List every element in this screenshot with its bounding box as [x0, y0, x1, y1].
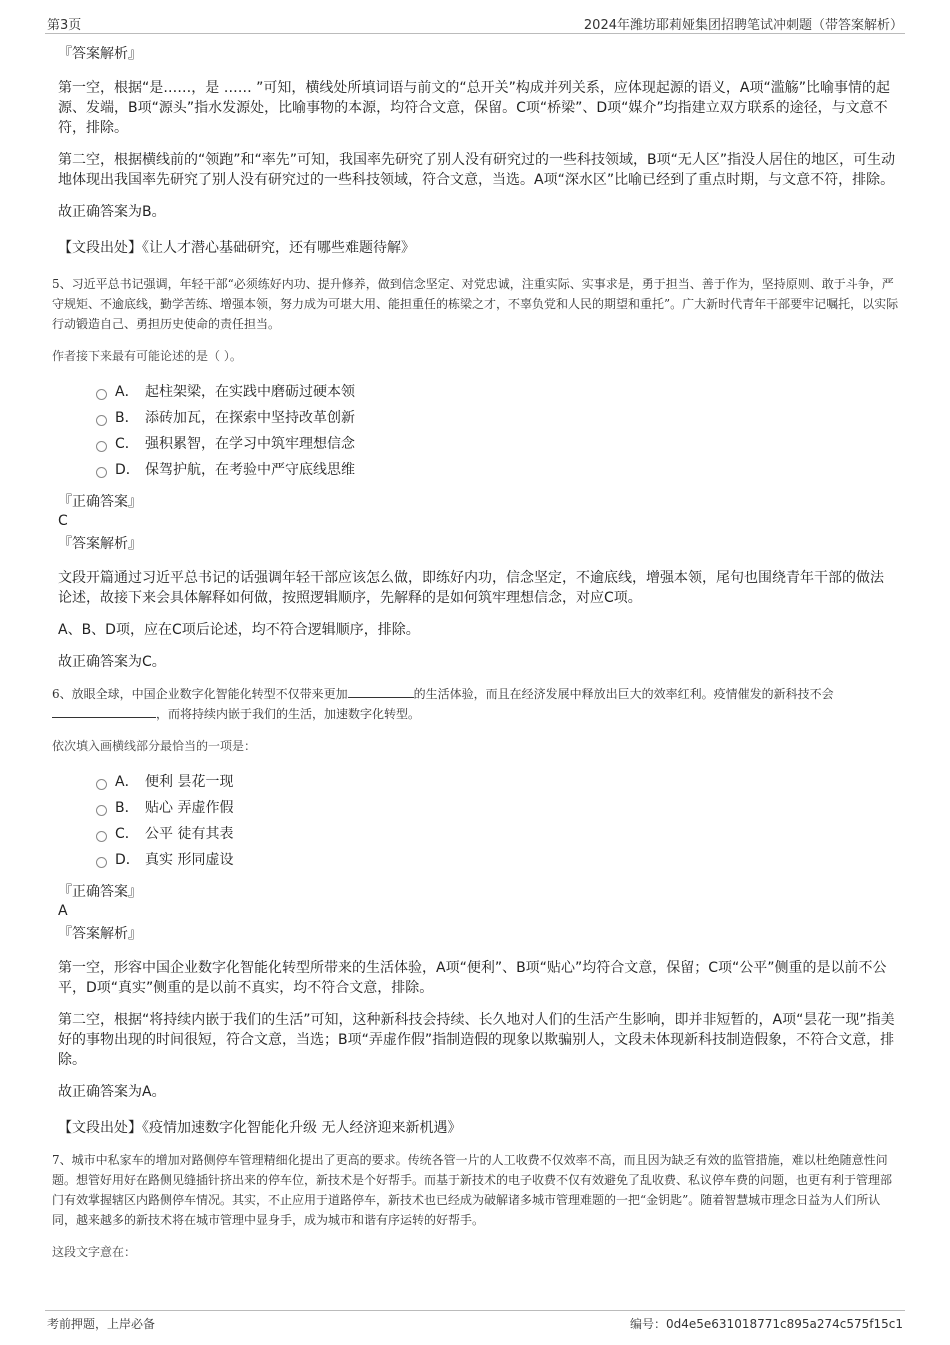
radio-button[interactable] [96, 857, 107, 868]
q6-answer: A [58, 903, 68, 919]
q6-source: 【文段出处】《疫情加速数字化智能化升级 无人经济迎来新机遇》 [58, 1120, 462, 1136]
footer-slogan: 考前押题，上岸必备 [47, 1317, 156, 1331]
correct-answer-label: 『正确答案』 [58, 494, 142, 510]
q5-option-a[interactable]: A． 起柱架梁，在实践中磨砺过硬本领 [96, 378, 902, 404]
radio-button[interactable] [96, 831, 107, 842]
page-footer [45, 1310, 905, 1336]
q5-option-d[interactable]: D． 保驾护航，在考验中严守底线思维 [96, 456, 902, 482]
q4-source: 【文段出处】《让人才潜心基础研究，还有哪些难题待解》 [58, 240, 415, 256]
blank-line [348, 684, 414, 698]
radio-button[interactable] [96, 779, 107, 790]
page-number: 第3页 [47, 18, 82, 33]
q6-options [96, 768, 902, 872]
radio-button[interactable] [96, 467, 107, 478]
q4-analysis-p1: 第一空，根据“是……，是 …… ”可知，横线处所填词语与前文的“总开关”构成并列关系，应体现起源的语义，A项“滥觞”比喻事情的起源、发端，B项“源头”指水发源处，比喻事物的本源，均符合文意，保留。C项“桥梁”、D项“媒介”均指建立双方联系的途径，与文意不符，排除。 [58, 80, 890, 136]
q6-analysis-p1: 第一空，形容中国企业数字化智能化转型所带来的生活体验，A项“便利”、B项“贴心”均符合文意，保留；C项“公平”侧重的是以前不公平，D项“真实”侧重的是以前不真实，均不符合文意，排除。 [58, 960, 887, 996]
document-title: 2024年潍坊耶莉娅集团招聘笔试冲刺题（带答案解析） [583, 18, 903, 33]
q5-analysis-p1: 文段开篇通过习近平总书记的话强调年轻干部应该怎么做，即练好内功，信念坚定，不逾底线，增强本领，尾句也围绕青年干部的做法论述，故接下来会具体解释如何做，按照逻辑顺序，先解释的是如何筑牢理想信念，对应C项。 [58, 570, 884, 606]
analysis-label: 『答案解析』 [58, 926, 142, 942]
radio-button[interactable] [96, 441, 107, 452]
q6-option-a[interactable]: A． 便利 昙花一现 [96, 768, 902, 794]
q5-answer: C [58, 513, 68, 529]
q6-option-c[interactable]: C． 公平 徒有其表 [96, 820, 902, 846]
radio-button[interactable] [96, 389, 107, 400]
q5-option-b[interactable]: B． 添砖加瓦，在探索中坚持改革创新 [96, 404, 902, 430]
q6-text: 6、放眼全球，中国企业数字化智能化转型不仅带来更加 的生活体验，而且在经济发展中释放出巨大的效率红利。疫情催发的新科技不会，而将持续内嵌于我们的生活，加速数字化转型。 [52, 684, 902, 724]
radio-button[interactable] [96, 805, 107, 816]
document-body [52, 44, 902, 1262]
q4-analysis-p2: 第二空，根据横线前的“领跑”和“率先”可知，我国率先研究了别人没有研究过的一些科技领域，B项“无人区”指没人居住的地区，可生动地体现出我国率先研究了别人没有研究过的一些科技领域，符合文意，当选。A项“深水区”比喻已经到了重点时期，与文意不符，排除。 [58, 152, 896, 188]
analysis-label: 『答案解析』 [58, 536, 142, 552]
q4-conclusion: 故正确答案为B。 [58, 204, 166, 220]
q7-text: 7、城市中私家车的增加对路侧停车管理精细化提出了更高的要求。传统各管一片的人工收费不仅效率不高，而且因为缺乏有效的监管措施，难以杜绝随意性问题。想管好用好在路侧见缝插针挤出来的停车位，新技术是个好帮手。而基于新技术的电子收费不仅有效避免了乱收费、私议停车费的问题，也更有利于管理部门有效掌握辖区内路侧停车情况。其实，不止应用于道路停车，新技术也已经成为破解诸多城市管理难题的一把“金钥匙”。随着智慧城市理念日益为人们所认同，越来越多的新技术将在城市管理中显身手，成为城市和谐有序运转的好帮手。 [52, 1153, 893, 1227]
q6-prompt: 依次填入画横线部分最恰当的一项是： [52, 739, 257, 753]
page-header [45, 12, 905, 34]
q7-prompt: 这段文字意在： [52, 1245, 137, 1259]
q6-conclusion: 故正确答案为A。 [58, 1084, 166, 1100]
q5-option-c[interactable]: C． 强积累智，在学习中筑牢理想信念 [96, 430, 902, 456]
q5-options [96, 378, 902, 482]
q6-analysis-p2: 第二空，根据“将持续内嵌于我们的生活”可知，这种新科技会持续、长久地对人们的生活产生影响，即并非短暂的，A项“昙花一现”指美好的事物出现的时间很短，符合文意，当选；B项“弄虚作假”指制造假的现象以欺骗别人，文段未体现新科技制造假象，不符合文意，排除。 [58, 1012, 895, 1068]
radio-button[interactable] [96, 415, 107, 426]
correct-answer-label: 『正确答案』 [58, 884, 142, 900]
q5-analysis-p2: A、B、D项，应在C项后论述，均不符合逻辑顺序，排除。 [58, 622, 420, 638]
q5-prompt: 作者接下来最有可能论述的是（ ）。 [52, 349, 242, 363]
analysis-label: 『答案解析』 [58, 46, 142, 62]
document-id: 编号：0d4e5e631018771c895a274c575f15c1 [630, 1317, 903, 1331]
q6-option-b[interactable]: B． 贴心 弄虚作假 [96, 794, 902, 820]
q6-option-d[interactable]: D． 真实 形同虚设 [96, 846, 902, 872]
q5-text: 5、习近平总书记强调，年轻干部“必须练好内功、提升修养，做到信念坚定、对党忠诚，注重实际、实事求是，勇于担当、善于作为，坚持原则、敢于斗争，严守规矩、不逾底线，勤学苦练、增强本领，努力成为可堪大用、能担重任的栋梁之才，不辜负党和人民的期望和重托”。广大新时代青年干部要牢记嘱托，以实际行动锻造自己、勇担历史使命的责任担当。 [52, 277, 899, 331]
q5-conclusion: 故正确答案为C。 [58, 654, 166, 670]
blank-line [52, 704, 156, 718]
